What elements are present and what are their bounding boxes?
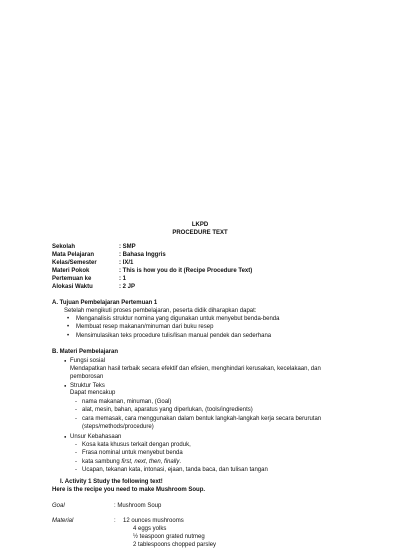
document-subtitle: PROCEDURE TEXT	[172, 230, 228, 236]
identity-label: Sekolah	[52, 244, 76, 250]
dot-icon: ●	[64, 358, 67, 363]
dash-icon: -	[75, 399, 77, 405]
material-colon: :	[114, 518, 116, 524]
dot-icon: ●	[64, 383, 67, 388]
identity-label: Pertemuan ke	[52, 276, 92, 282]
objectives-list	[67, 315, 280, 340]
dash-icon: -	[75, 415, 77, 422]
bullet-icon: •	[67, 316, 70, 322]
identity-value: : 2 JP	[119, 284, 136, 290]
list-item: - kata sambung first, next, then, finally.	[75, 458, 182, 465]
goal-label: Goal	[52, 503, 65, 509]
dash-icon: -	[75, 450, 77, 457]
activity-subheading: Here is the recipe you need to make Mushroom Soup.	[52, 487, 206, 493]
material-item: 2 tablespoons chopped parsley	[133, 542, 217, 548]
identity-value: : This is how you do it (Recipe Procedure Text)	[119, 268, 253, 274]
dot-icon: ●	[64, 434, 67, 439]
dash-icon: -	[75, 467, 77, 474]
activity-heading: I. Activity 1 Study the following text!	[60, 479, 163, 485]
section-a-intro: Setelah mengikuti proses pembelajaran, peserta didik diharapkan dapat:	[64, 308, 257, 314]
document-title: LKPD	[191, 222, 209, 228]
identity-label: Mata Pelajaran	[52, 252, 95, 258]
list-item: • Membuat resep makanan/minuman dari buku resep	[67, 324, 214, 331]
identity-value: : 1	[119, 276, 127, 282]
struktur-items	[75, 398, 322, 432]
bullet-icon: •	[67, 332, 70, 339]
list-item: - Frasa nominal untuk menyebut benda	[75, 450, 183, 457]
list-item: ● Fungsi sosial	[64, 358, 106, 364]
identity-value: : SMP	[119, 244, 136, 250]
struktur-intro: Dapat mencakup	[70, 390, 116, 396]
unsur-items	[75, 441, 268, 475]
fungsi-sosial-text: pemborosan	[70, 374, 104, 380]
section-b-heading: B. Materi Pembelajaran	[52, 349, 119, 355]
list-item: ● Unsur Kebahasaan	[64, 434, 122, 440]
material-item: 4 eggs yolks	[133, 526, 167, 532]
dash-icon: -	[75, 458, 77, 465]
list-item: (steps/methods/procedure)	[82, 424, 154, 431]
identity-value: : Bahasa Inggris	[119, 252, 166, 258]
bullet-icon: •	[67, 324, 70, 331]
list-item: - Kosa kata khusus terkait dengan produk,	[75, 442, 191, 448]
list-item: - nama makanan, minuman, (Goal)	[75, 399, 172, 405]
list-item: • Menganalisis struktur nomina yang digunakan untuk menyebut benda-benda	[67, 316, 280, 322]
dash-icon: -	[75, 407, 77, 414]
list-item: - Ucapan, tekanan kata, intonasi, ejaan, tanda baca, dan tulisan tangan	[75, 467, 268, 474]
dash-icon: -	[75, 442, 77, 448]
fungsi-sosial-list	[64, 357, 106, 365]
list-item: - alat, mesin, bahan, aparatus yang diperlukan, (tools/ingredients)	[75, 407, 253, 414]
identity-label: Kelas/Semester	[52, 260, 97, 266]
identity-label: Alokasi Waktu	[52, 284, 93, 290]
section-a-heading: A. Tujuan Pembelajaran Pertemuan 1	[52, 300, 158, 306]
material-label: Material	[52, 518, 74, 524]
material-item: 12 ounces mushrooms	[123, 518, 184, 524]
identity-value: : IX/1	[119, 260, 134, 266]
fungsi-sosial-text: Mendapatkan hasil terbaik secara efektif dan efisien, menghindari kerusakan, kecelakaan, dan	[70, 366, 321, 372]
material-item: ½ teaspoon grated nutmeg	[133, 534, 205, 540]
list-item: ● Struktur Teks	[64, 383, 105, 389]
goal-value: : Mushroom Soup	[114, 503, 162, 509]
identity-label: Materi Pokok	[52, 268, 90, 274]
list-item: • Mensimulasikan teks procedure tulis/lisan manual pendek dan sederhana	[67, 332, 272, 339]
list-item: - cara memasak, cara menggunakan dalam bentuk langkah-langkah kerja secara berurutan	[75, 415, 322, 422]
